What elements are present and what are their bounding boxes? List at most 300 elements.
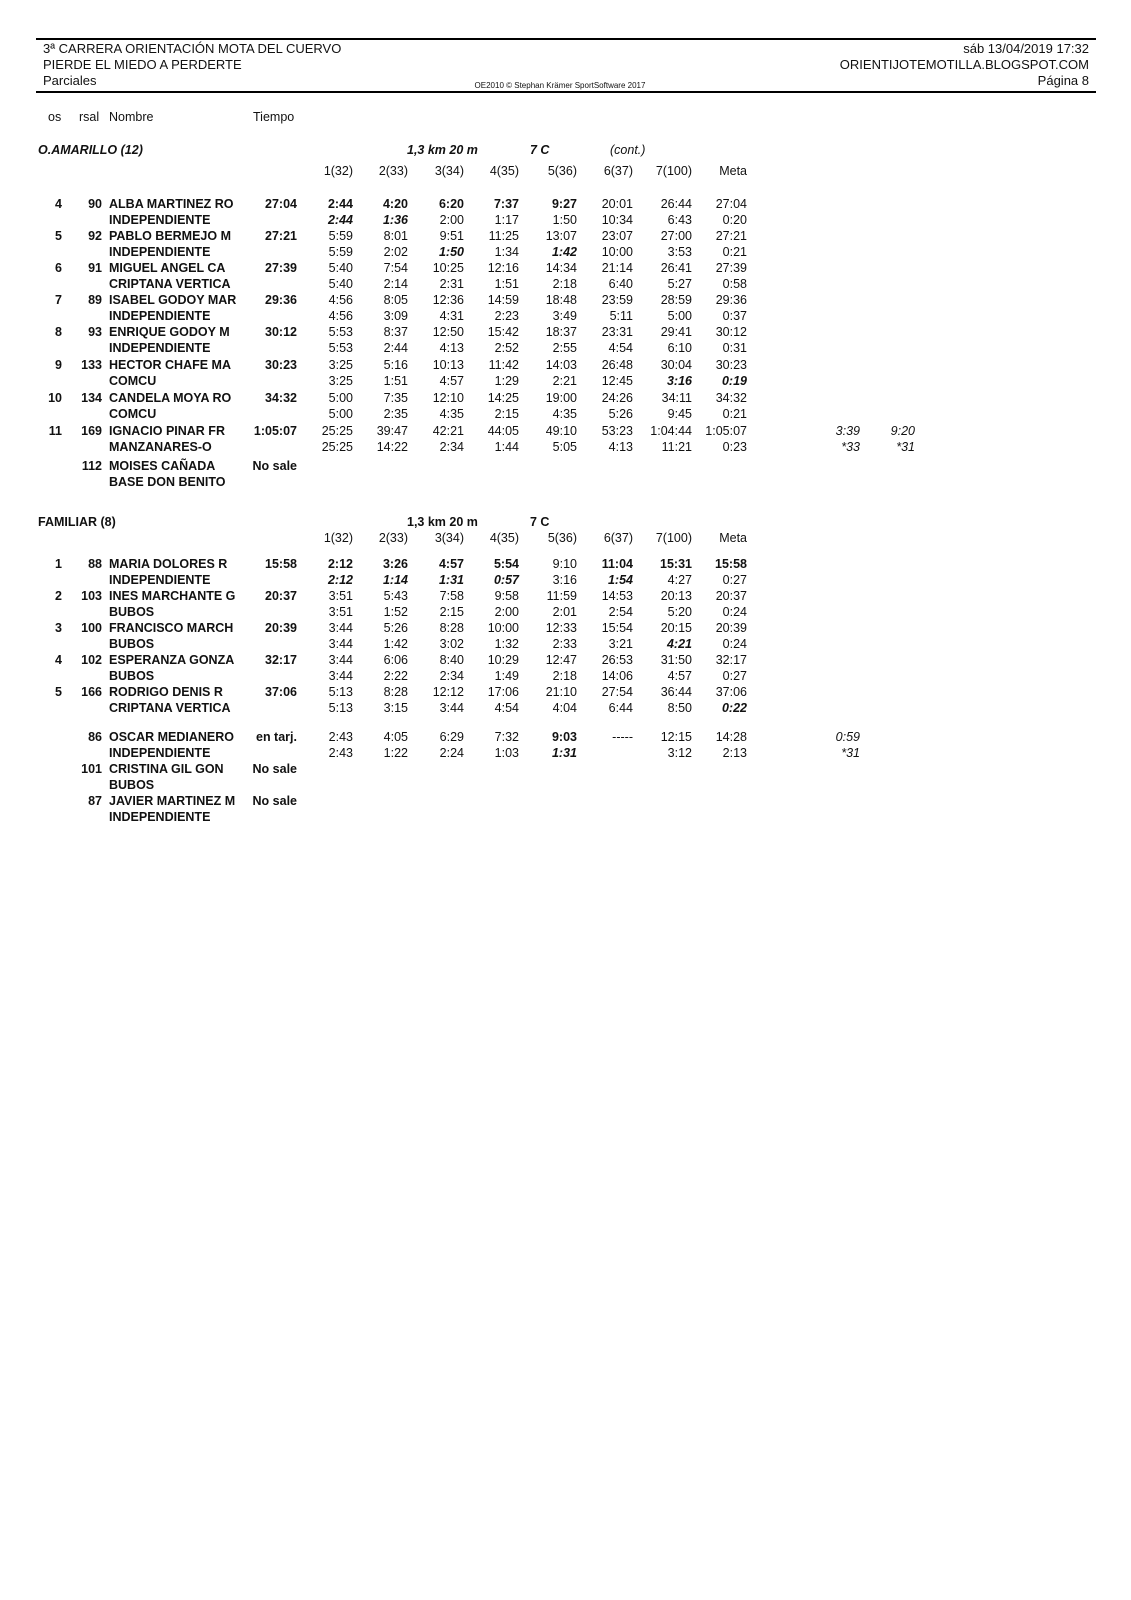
runner-time: 15:58 bbox=[265, 557, 297, 571]
cumulative-split: 4:56 bbox=[328, 293, 353, 307]
leg-split: 1:51 bbox=[383, 374, 408, 388]
runner-dorsal: 88 bbox=[88, 557, 102, 571]
runner-time: 29:36 bbox=[265, 293, 297, 307]
cumulative-split: 11:04 bbox=[601, 557, 633, 571]
leg-split: 6:10 bbox=[667, 341, 692, 355]
class-name: O.AMARILLO (12) bbox=[38, 143, 143, 157]
runner-club: BUBOS bbox=[109, 778, 155, 792]
split-header: 1(32) bbox=[323, 164, 353, 178]
cumulative-split: 14:59 bbox=[487, 293, 519, 307]
cumulative-split: 9:51 bbox=[439, 229, 464, 243]
runner-club: BUBOS bbox=[109, 605, 155, 619]
runner-dorsal: 102 bbox=[81, 653, 102, 667]
cumulative-split: 10:00 bbox=[487, 621, 519, 635]
leg-split: 5:53 bbox=[328, 341, 353, 355]
leg-split: 4:21 bbox=[666, 637, 692, 651]
cumulative-split: 27:54 bbox=[601, 685, 633, 699]
cumulative-split: 20:39 bbox=[715, 621, 747, 635]
leg-split: 10:34 bbox=[601, 213, 633, 227]
runner-dorsal: 112 bbox=[81, 459, 102, 473]
cumulative-split: 7:32 bbox=[494, 730, 519, 744]
cumulative-split: 5:26 bbox=[383, 621, 408, 635]
split-header: 5(36) bbox=[547, 164, 577, 178]
runner-club: INDEPENDIENTE bbox=[109, 213, 211, 227]
leg-split: 2:54 bbox=[608, 605, 633, 619]
leg-split: 0:37 bbox=[722, 309, 747, 323]
leg-split: 3:02 bbox=[439, 637, 464, 651]
runner-club: BUBOS bbox=[109, 637, 155, 651]
cumulative-split: 36:44 bbox=[660, 685, 692, 699]
leg-split: 5:26 bbox=[608, 407, 633, 421]
class-distance: 1,3 km 20 m bbox=[407, 515, 478, 529]
leg-split: 2:15 bbox=[439, 605, 464, 619]
cumulative-split: 32:17 bbox=[715, 653, 747, 667]
leg-split: 5:40 bbox=[328, 277, 353, 291]
runner-time: 34:32 bbox=[265, 391, 297, 405]
leg-split: 2:34 bbox=[439, 669, 464, 683]
cumulative-split: 5:53 bbox=[328, 325, 353, 339]
cumulative-split: 12:50 bbox=[432, 325, 464, 339]
runner-name: HECTOR CHAFE MA bbox=[109, 358, 231, 372]
cumulative-split: 20:01 bbox=[601, 197, 633, 211]
cumulative-split: 7:54 bbox=[383, 261, 408, 275]
leg-split: 5:00 bbox=[667, 309, 692, 323]
cumulative-split: 19:00 bbox=[545, 391, 577, 405]
runner-time: 30:23 bbox=[265, 358, 297, 372]
leg-split: 1:51 bbox=[494, 277, 519, 291]
runner-dorsal: 92 bbox=[88, 229, 102, 243]
runner-time: 27:21 bbox=[265, 229, 297, 243]
cumulative-split: 28:59 bbox=[660, 293, 692, 307]
cumulative-split: 26:44 bbox=[660, 197, 692, 211]
leg-split: 6:43 bbox=[667, 213, 692, 227]
cumulative-split: 26:53 bbox=[601, 653, 633, 667]
leg-split: 2:00 bbox=[439, 213, 464, 227]
leg-split: 2:22 bbox=[383, 669, 408, 683]
leg-split: 1:14 bbox=[382, 573, 408, 587]
leg-split: 2:00 bbox=[494, 605, 519, 619]
leg-split: 3:53 bbox=[667, 245, 692, 259]
cumulative-split: 44:05 bbox=[487, 424, 519, 438]
split-header: 6(37) bbox=[603, 531, 633, 545]
site-url: ORIENTIJOTEMOTILLA.BLOGSPOT.COM bbox=[839, 57, 1089, 72]
leg-split: 0:24 bbox=[722, 605, 747, 619]
leg-split: 1:52 bbox=[383, 605, 408, 619]
leg-split: 4:13 bbox=[608, 440, 633, 454]
cumulative-split: 10:29 bbox=[487, 653, 519, 667]
cumulative-split: 23:31 bbox=[601, 325, 633, 339]
print-datetime: sáb 13/04/2019 17:32 bbox=[963, 41, 1089, 56]
leg-split: 3:21 bbox=[608, 637, 633, 651]
cumulative-split: 27:39 bbox=[715, 261, 747, 275]
cumulative-split: 8:40 bbox=[439, 653, 464, 667]
leg-split: 0:27 bbox=[722, 669, 747, 683]
leg-split: 5:27 bbox=[667, 277, 692, 291]
leg-split: 5:13 bbox=[328, 701, 353, 715]
leg-split: 3:44 bbox=[328, 669, 353, 683]
cumulative-split: 9:10 bbox=[552, 557, 577, 571]
leg-split: 4:35 bbox=[439, 407, 464, 421]
cumulative-split: 9:58 bbox=[494, 589, 519, 603]
runner-name: MOISES CAÑADA bbox=[109, 459, 216, 473]
leg-split: 3:25 bbox=[328, 374, 353, 388]
runner-name: CRISTINA GIL GON bbox=[109, 762, 224, 776]
cumulative-split: 26:48 bbox=[601, 358, 633, 372]
event-subtitle: PIERDE EL MIEDO A PERDERTE bbox=[43, 57, 242, 72]
cumulative-split: 2:44 bbox=[327, 197, 353, 211]
cumulative-split: 2:43 bbox=[328, 730, 353, 744]
runner-time: 20:39 bbox=[265, 621, 297, 635]
software-credit: OE2010 © Stephan Krämer SportSoftware 2017 bbox=[474, 81, 646, 90]
leg-split: 2:01 bbox=[552, 605, 577, 619]
cumulative-split: 31:50 bbox=[660, 653, 692, 667]
cumulative-split: 4:20 bbox=[382, 197, 408, 211]
cumulative-split: 8:01 bbox=[383, 229, 408, 243]
cumulative-split: 27:04 bbox=[715, 197, 747, 211]
runner-name: MIGUEL ANGEL CA bbox=[109, 261, 226, 275]
runner-name: PABLO BERMEJO M bbox=[109, 229, 231, 243]
runner-time: No sale bbox=[252, 459, 297, 473]
cumulative-split: 30:23 bbox=[715, 358, 747, 372]
runner-club: CRIPTANA VERTICA bbox=[109, 701, 231, 715]
split-header: Meta bbox=[719, 164, 747, 178]
leg-split: 5:59 bbox=[328, 245, 353, 259]
cumulative-split: 10:25 bbox=[432, 261, 464, 275]
runner-name: RODRIGO DENIS R bbox=[109, 685, 223, 699]
cumulative-split: 20:15 bbox=[660, 621, 692, 635]
leg-split: 9:45 bbox=[667, 407, 692, 421]
runner-position: 6 bbox=[55, 261, 62, 275]
cumulative-split: 42:21 bbox=[432, 424, 464, 438]
runner-dorsal: 133 bbox=[81, 358, 102, 372]
cumulative-split: 4:57 bbox=[438, 557, 464, 571]
cumulative-split: 18:48 bbox=[545, 293, 577, 307]
leg-split: 2:23 bbox=[494, 309, 519, 323]
runner-position: 4 bbox=[55, 197, 62, 211]
runner-time: 20:37 bbox=[265, 589, 297, 603]
leg-split: 2:14 bbox=[383, 277, 408, 291]
leg-split: 2:34 bbox=[439, 440, 464, 454]
split-header: 4(35) bbox=[489, 531, 519, 545]
cumulative-split: 12:33 bbox=[545, 621, 577, 635]
cumulative-split: 30:04 bbox=[660, 358, 692, 372]
cumulative-split: 39:47 bbox=[376, 424, 408, 438]
leg-split: 3:09 bbox=[383, 309, 408, 323]
cumulative-split: 1:04:44 bbox=[650, 424, 692, 438]
leg-split: 8:50 bbox=[667, 701, 692, 715]
leg-split: 3:12 bbox=[667, 746, 692, 760]
cumulative-split: 6:20 bbox=[438, 197, 464, 211]
leg-split: 2:44 bbox=[327, 213, 353, 227]
leg-split: 2:52 bbox=[494, 341, 519, 355]
leg-split: 5:20 bbox=[667, 605, 692, 619]
cumulative-split: 49:10 bbox=[545, 424, 577, 438]
runner-club: INDEPENDIENTE bbox=[109, 810, 211, 824]
cumulative-split: 18:37 bbox=[545, 325, 577, 339]
runner-dorsal: 90 bbox=[88, 197, 102, 211]
runner-dorsal: 103 bbox=[81, 589, 102, 603]
leg-split: 4:54 bbox=[608, 341, 633, 355]
runner-position: 2 bbox=[55, 589, 62, 603]
cumulative-split: 11:59 bbox=[546, 589, 577, 603]
runner-name: CANDELA MOYA RO bbox=[109, 391, 232, 405]
split-header: 7(100) bbox=[655, 164, 692, 178]
cumulative-split: 11:42 bbox=[488, 358, 519, 372]
cumulative-split: 11:25 bbox=[488, 229, 519, 243]
runner-position: 4 bbox=[55, 653, 62, 667]
cumulative-split: 15:58 bbox=[715, 557, 747, 571]
cumulative-split: 24:26 bbox=[601, 391, 633, 405]
cumulative-split: ----- bbox=[612, 730, 633, 744]
runner-club: INDEPENDIENTE bbox=[109, 573, 211, 587]
class-continued: (cont.) bbox=[610, 143, 646, 157]
extra-control: *31 bbox=[896, 440, 915, 454]
leg-split: 5:00 bbox=[328, 407, 353, 421]
leg-split: 4:57 bbox=[667, 669, 692, 683]
leg-split: 0:27 bbox=[722, 573, 747, 587]
cumulative-split: 34:32 bbox=[715, 391, 747, 405]
leg-split: 11:21 bbox=[661, 440, 692, 454]
col-header-pos: os bbox=[48, 110, 62, 124]
cumulative-split: 14:03 bbox=[545, 358, 577, 372]
runner-position: 11 bbox=[48, 424, 62, 438]
cumulative-split: 30:12 bbox=[715, 325, 747, 339]
cumulative-split: 7:37 bbox=[493, 197, 519, 211]
runner-club: INDEPENDIENTE bbox=[109, 245, 211, 259]
leg-split: 0:22 bbox=[721, 701, 747, 715]
cumulative-split: 6:29 bbox=[439, 730, 464, 744]
cumulative-split: 6:06 bbox=[383, 653, 408, 667]
col-header-time: Tiempo bbox=[253, 110, 295, 124]
leg-split: 6:40 bbox=[608, 277, 633, 291]
runner-name: OSCAR MEDIANERO bbox=[109, 730, 235, 744]
split-header: 2(33) bbox=[378, 164, 408, 178]
leg-split: 0:23 bbox=[722, 440, 747, 454]
leg-split: 4:57 bbox=[439, 374, 464, 388]
runner-position: 8 bbox=[55, 325, 62, 339]
cumulative-split: 5:40 bbox=[328, 261, 353, 275]
leg-split: 2:55 bbox=[552, 341, 577, 355]
leg-split: 1:22 bbox=[383, 746, 408, 760]
cumulative-split: 5:59 bbox=[328, 229, 353, 243]
leg-split: 6:44 bbox=[608, 701, 633, 715]
leg-split: 2:24 bbox=[439, 746, 464, 760]
runner-position: 9 bbox=[55, 358, 62, 372]
leg-split: 2:21 bbox=[552, 374, 577, 388]
extra-split: 3:39 bbox=[835, 424, 860, 438]
leg-split: 1:03 bbox=[494, 746, 519, 760]
runner-club: MANZANARES-O bbox=[109, 440, 212, 454]
runner-time: 27:04 bbox=[265, 197, 297, 211]
split-header: 2(33) bbox=[378, 531, 408, 545]
runner-time: 32:17 bbox=[265, 653, 297, 667]
leg-split: 2:33 bbox=[552, 637, 577, 651]
cumulative-split: 9:03 bbox=[551, 730, 577, 744]
cumulative-split: 8:05 bbox=[383, 293, 408, 307]
leg-split: 3:51 bbox=[328, 605, 353, 619]
cumulative-split: 12:10 bbox=[432, 391, 464, 405]
cumulative-split: 27:00 bbox=[660, 229, 692, 243]
cumulative-split: 3:44 bbox=[328, 621, 353, 635]
extra-control: *31 bbox=[841, 746, 860, 760]
cumulative-split: 12:16 bbox=[487, 261, 519, 275]
cumulative-split: 3:44 bbox=[328, 653, 353, 667]
leg-split: 0:24 bbox=[722, 637, 747, 651]
leg-split: 1:42 bbox=[551, 245, 577, 259]
runner-club: INDEPENDIENTE bbox=[109, 341, 211, 355]
runner-club: BUBOS bbox=[109, 669, 155, 683]
runner-club: BASE DON BENITO bbox=[109, 475, 226, 489]
leg-split: 2:18 bbox=[552, 277, 577, 291]
runner-dorsal: 91 bbox=[88, 261, 102, 275]
leg-split: 12:45 bbox=[601, 374, 633, 388]
cumulative-split: 15:54 bbox=[601, 621, 633, 635]
leg-split: 0:21 bbox=[722, 245, 747, 259]
split-header: 6(37) bbox=[603, 164, 633, 178]
leg-split: 1:34 bbox=[494, 245, 519, 259]
runner-club: COMCU bbox=[109, 374, 157, 388]
class-controls: 7 C bbox=[530, 143, 550, 157]
cumulative-split: 1:05:07 bbox=[705, 424, 747, 438]
runner-time: en tarj. bbox=[256, 730, 297, 744]
cumulative-split: 13:07 bbox=[545, 229, 577, 243]
extra-split: 0:59 bbox=[835, 730, 860, 744]
leg-split: 14:06 bbox=[601, 669, 633, 683]
cumulative-split: 34:11 bbox=[661, 391, 692, 405]
extra-split: 9:20 bbox=[890, 424, 915, 438]
runner-time: 1:05:07 bbox=[253, 424, 297, 438]
cumulative-split: 25:25 bbox=[321, 424, 353, 438]
cumulative-split: 23:59 bbox=[601, 293, 633, 307]
runner-position: 3 bbox=[55, 621, 62, 635]
leg-split: 4:27 bbox=[667, 573, 692, 587]
cumulative-split: 53:23 bbox=[601, 424, 633, 438]
cumulative-split: 8:28 bbox=[439, 621, 464, 635]
class-distance: 1,3 km 20 m bbox=[407, 143, 478, 157]
leg-split: 2:18 bbox=[552, 669, 577, 683]
leg-split: 1:29 bbox=[494, 374, 519, 388]
cumulative-split: 12:36 bbox=[432, 293, 464, 307]
event-title: 3ª CARRERA ORIENTACIÓN MOTA DEL CUERVO bbox=[43, 41, 342, 56]
leg-split: 1:32 bbox=[494, 637, 519, 651]
leg-split: 2:35 bbox=[383, 407, 408, 421]
runner-dorsal: 93 bbox=[88, 325, 102, 339]
leg-split: 14:22 bbox=[376, 440, 408, 454]
col-header-name: Nombre bbox=[109, 110, 154, 124]
runner-position: 7 bbox=[55, 293, 62, 307]
leg-split: 1:50 bbox=[552, 213, 577, 227]
runner-dorsal: 134 bbox=[81, 391, 102, 405]
runner-position: 5 bbox=[55, 229, 62, 243]
cumulative-split: 5:13 bbox=[328, 685, 353, 699]
col-header-dorsal: rsal bbox=[79, 110, 100, 124]
runner-position: 5 bbox=[55, 685, 62, 699]
split-header: 7(100) bbox=[655, 531, 692, 545]
class-controls: 7 C bbox=[530, 515, 550, 529]
runner-name: ISABEL GODOY MAR bbox=[109, 293, 237, 307]
runner-name: MARIA DOLORES R bbox=[109, 557, 228, 571]
cumulative-split: 12:12 bbox=[432, 685, 464, 699]
cumulative-split: 21:14 bbox=[601, 261, 633, 275]
cumulative-split: 14:34 bbox=[545, 261, 577, 275]
runner-time: No sale bbox=[252, 794, 297, 808]
leg-split: 0:31 bbox=[722, 341, 747, 355]
leg-split: 2:15 bbox=[494, 407, 519, 421]
runner-time: 27:39 bbox=[265, 261, 297, 275]
leg-split: 1:31 bbox=[551, 746, 577, 760]
leg-split: 1:42 bbox=[383, 637, 408, 651]
runner-name: ALBA MARTINEZ RO bbox=[109, 197, 234, 211]
runner-dorsal: 89 bbox=[88, 293, 102, 307]
leg-split: 4:13 bbox=[439, 341, 464, 355]
runner-name: FRANCISCO MARCH bbox=[109, 621, 234, 635]
cumulative-split: 9:27 bbox=[551, 197, 577, 211]
cumulative-split: 3:25 bbox=[328, 358, 353, 372]
leg-split: 1:50 bbox=[438, 245, 464, 259]
cumulative-split: 3:51 bbox=[328, 589, 353, 603]
runner-dorsal: 100 bbox=[81, 621, 102, 635]
leg-split: 0:58 bbox=[722, 277, 747, 291]
cumulative-split: 15:42 bbox=[487, 325, 519, 339]
cumulative-split: 23:07 bbox=[601, 229, 633, 243]
header-bottom-rule bbox=[36, 91, 1096, 93]
leg-split: 0:21 bbox=[722, 407, 747, 421]
leg-split: 0:57 bbox=[493, 573, 519, 587]
cumulative-split: 5:16 bbox=[383, 358, 408, 372]
leg-split: 2:02 bbox=[383, 245, 408, 259]
runner-name: INES MARCHANTE G bbox=[109, 589, 236, 603]
cumulative-split: 29:41 bbox=[660, 325, 692, 339]
cumulative-split: 5:43 bbox=[383, 589, 408, 603]
leg-split: 3:15 bbox=[383, 701, 408, 715]
split-header: 3(34) bbox=[434, 164, 464, 178]
runner-club: CRIPTANA VERTICA bbox=[109, 277, 231, 291]
runner-club: INDEPENDIENTE bbox=[109, 746, 211, 760]
leg-split: 1:49 bbox=[494, 669, 519, 683]
leg-split: 4:35 bbox=[552, 407, 577, 421]
runner-name: IGNACIO PINAR FR bbox=[109, 424, 225, 438]
runner-time: 30:12 bbox=[265, 325, 297, 339]
cumulative-split: 12:47 bbox=[545, 653, 577, 667]
cumulative-split: 20:13 bbox=[660, 589, 692, 603]
runner-position: 1 bbox=[55, 557, 62, 571]
cumulative-split: 7:35 bbox=[383, 391, 408, 405]
leg-split: 4:04 bbox=[552, 701, 577, 715]
leg-split: 2:43 bbox=[328, 746, 353, 760]
leg-split: 4:56 bbox=[328, 309, 353, 323]
cumulative-split: 8:28 bbox=[383, 685, 408, 699]
cumulative-split: 5:54 bbox=[493, 557, 519, 571]
cumulative-split: 3:26 bbox=[382, 557, 408, 571]
cumulative-split: 21:10 bbox=[545, 685, 577, 699]
leg-split: 10:00 bbox=[601, 245, 633, 259]
split-header: 3(34) bbox=[434, 531, 464, 545]
leg-split: 2:31 bbox=[439, 277, 464, 291]
leg-split: 1:17 bbox=[494, 213, 519, 227]
runner-dorsal: 101 bbox=[81, 762, 102, 776]
split-header: Meta bbox=[719, 531, 747, 545]
cumulative-split: 8:37 bbox=[383, 325, 408, 339]
leg-split: 1:31 bbox=[438, 573, 464, 587]
cumulative-split: 2:12 bbox=[327, 557, 353, 571]
cumulative-split: 5:00 bbox=[328, 391, 353, 405]
cumulative-split: 20:37 bbox=[715, 589, 747, 603]
cumulative-split: 27:21 bbox=[715, 229, 747, 243]
header-top-rule bbox=[36, 38, 1096, 40]
leg-split: 4:54 bbox=[494, 701, 519, 715]
runner-club: COMCU bbox=[109, 407, 157, 421]
cumulative-split: 10:13 bbox=[432, 358, 464, 372]
